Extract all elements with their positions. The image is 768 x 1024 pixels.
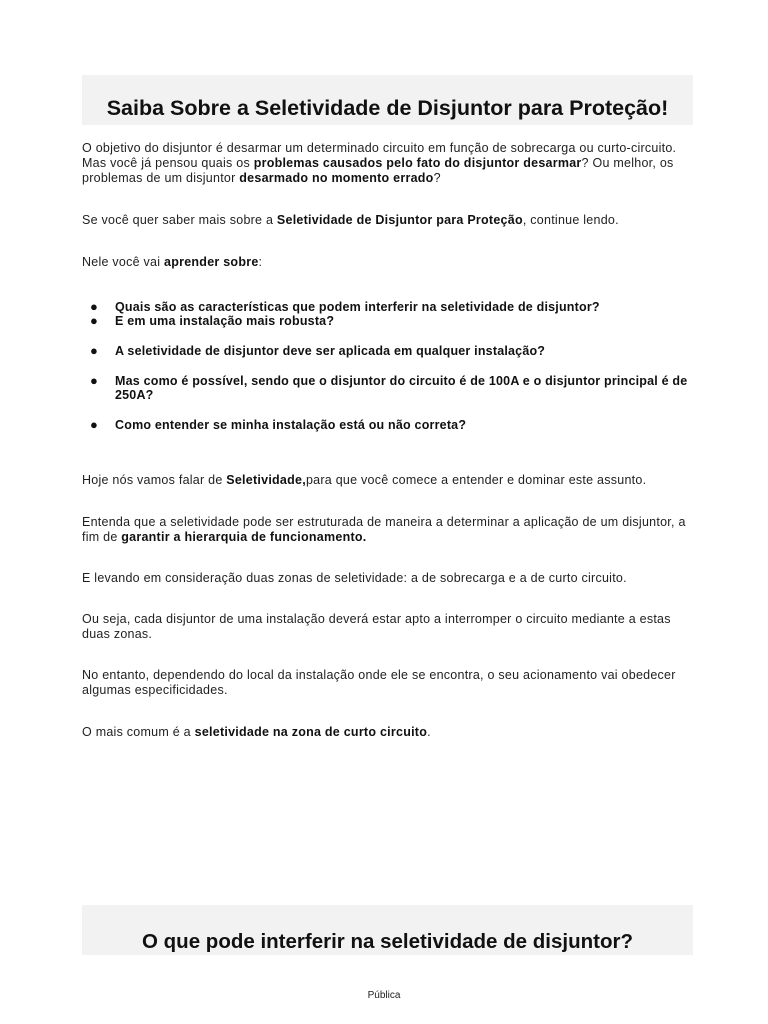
intro-text-1: O objetivo do disjuntor é desarmar um determinado circuito em função de sobrecarga ou curto-circuito. Mas você já pensou quais os xyxy=(82,141,677,170)
bullet-icon: ● xyxy=(90,373,99,388)
list-item xyxy=(90,299,693,314)
list-item-text: Como entender se minha instalação está ou não correta? xyxy=(115,418,467,432)
topics-intro-bold: aprender sobre xyxy=(164,255,259,269)
structure-paragraph xyxy=(82,515,693,545)
topics-intro-text-2: : xyxy=(258,255,263,269)
section-banner xyxy=(82,905,693,955)
title-banner xyxy=(82,75,693,125)
bullet-icon: ● xyxy=(90,417,99,432)
list-item xyxy=(90,417,693,432)
classification-footer: Pública xyxy=(367,990,401,1001)
today-text-2: para que você comece a entender e dominar este assunto. xyxy=(305,473,647,487)
learn-more-paragraph xyxy=(82,213,693,228)
common-text-2: . xyxy=(427,725,431,739)
learn-more-text-1: Se você quer saber mais sobre a xyxy=(82,213,277,227)
list-item-text: E em uma instalação mais robusta? xyxy=(115,314,335,328)
intro-paragraph xyxy=(82,141,693,186)
today-paragraph xyxy=(82,473,693,488)
structure-bold: garantir a hierarquia de funcionamento. xyxy=(121,530,367,544)
learn-more-bold: Seletividade de Disjuntor para Proteção xyxy=(276,213,523,227)
common-text-1: O mais comum é a xyxy=(82,725,195,739)
section-heading: O que pode interferir na seletividade de disjuntor? xyxy=(142,930,633,953)
intro-bold-2: desarmado no momento errado xyxy=(239,171,434,185)
list-item-text: Mas como é possível, sendo que o disjuntor do circuito é de 100A e o disjuntor principal é de 250A? xyxy=(115,374,688,402)
location-paragraph: No entanto, dependendo do local da instalação onde ele se encontra, o seu acionamento vai obedecer algumas especificidades. xyxy=(82,668,676,697)
zones-paragraph: E levando em consideração duas zonas de seletividade: a de sobrecarga e a de curto circuito. xyxy=(82,571,627,585)
list-item xyxy=(90,313,693,328)
bullet-icon: ● xyxy=(90,299,99,314)
list-item-text: A seletividade de disjuntor deve ser aplicada em qualquer instalação? xyxy=(115,344,546,358)
common-paragraph xyxy=(82,725,693,740)
document-body xyxy=(82,75,693,740)
topics-list xyxy=(82,300,693,432)
structure-text: Entenda que a seletividade pode ser estruturada de maneira a determinar a aplicação de um disjuntor, a fim de xyxy=(82,515,686,544)
list-item xyxy=(90,373,693,402)
page-title: Saiba Sobre a Seletividade de Disjuntor para Proteção! xyxy=(106,96,669,120)
topics-intro-text-1: Nele você vai xyxy=(82,255,165,269)
list-item-text: Quais são as características que podem interferir na seletividade de disjuntor? xyxy=(115,300,600,314)
list-item xyxy=(90,343,693,358)
intro-text-3: ? xyxy=(433,171,441,185)
today-text-1: Hoje nós vamos falar de xyxy=(82,473,227,487)
intro-text-2: ? Ou melhor, os problemas de um disjuntor xyxy=(82,156,674,185)
topics-intro-paragraph xyxy=(82,255,693,270)
bullet-icon: ● xyxy=(90,343,99,358)
bullet-icon: ● xyxy=(90,313,99,328)
today-bold: Seletividade, xyxy=(226,473,306,487)
intro-bold-1: problemas causados pelo fato do disjuntor desarmar xyxy=(253,156,582,170)
breaker-paragraph: Ou seja, cada disjuntor de uma instalação deverá estar apto a interromper o circuito mediante a estas duas zonas. xyxy=(82,612,671,641)
learn-more-text-2: , continue lendo. xyxy=(522,213,619,227)
common-bold: seletividade na zona de curto circuito xyxy=(194,725,428,739)
